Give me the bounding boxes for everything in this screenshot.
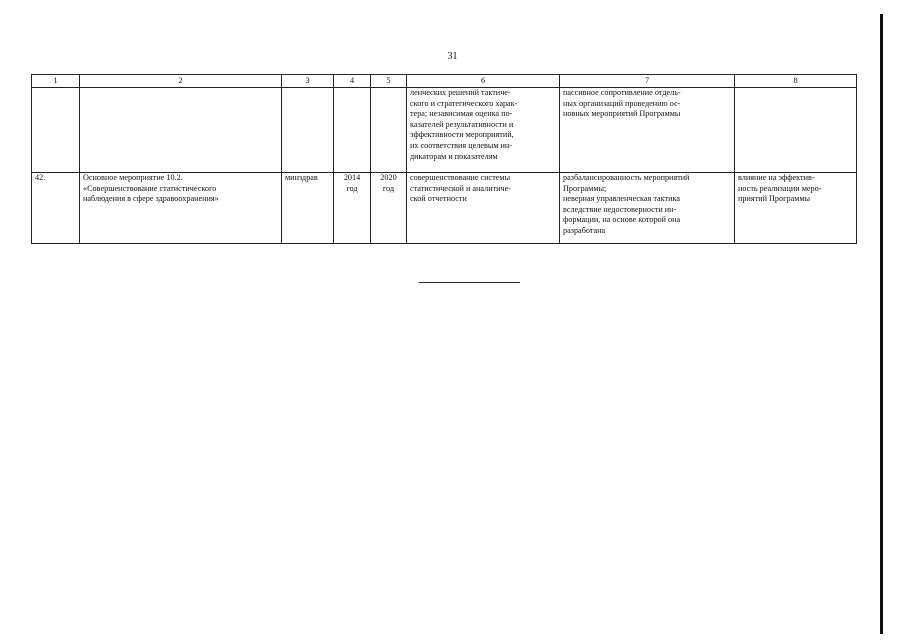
column-header-2: 2 <box>80 75 282 88</box>
cell-expected-result: ленческих решений тактиче- ского и стратегического харак- тера; независимая оценка по- казателей результативности и эффективности мероприятий, их соответствия целевым ин- дикаторам и показателям <box>407 88 560 173</box>
cell-impact <box>735 88 857 173</box>
cell-start-year: 2014 год <box>334 173 371 244</box>
cell-start-year <box>334 88 371 173</box>
cell-measure-name <box>80 88 282 173</box>
program-measures-table <box>31 74 857 244</box>
cell-expected-result: совершенствование системы статистической и аналитиче- ской отчетности <box>407 173 560 244</box>
column-header-5: 5 <box>371 75 407 88</box>
table-row-continuation <box>32 88 857 173</box>
cell-impact: влияние на эффектив- ность реализации меро- приятий Программы <box>735 173 857 244</box>
cell-executor: минздрав <box>282 173 334 244</box>
cell-measure-name: Основное мероприятие 10.2. «Совершенствование статистического наблюдения в сфере здравоохранения» <box>80 173 282 244</box>
cell-number <box>32 88 80 173</box>
cell-risks: пассивное сопротивление отдель- ных организаций проведению ос- новных мероприятий Программы <box>560 88 735 173</box>
scan-binding-edge <box>880 14 883 634</box>
cell-risks: разбалансированность мероприятий Программы; неверная управленческая тактика вследствие недостоверности ин- формации, на основе которой она разработана <box>560 173 735 244</box>
cell-executor <box>282 88 334 173</box>
cell-end-year: 2020 год <box>371 173 407 244</box>
column-number-row <box>32 75 857 88</box>
cell-number: 42. <box>32 173 80 244</box>
table-row-42 <box>32 173 857 244</box>
column-header-7: 7 <box>560 75 735 88</box>
column-header-1: 1 <box>32 75 80 88</box>
cell-end-year <box>371 88 407 173</box>
end-of-document-rule <box>419 282 520 283</box>
column-header-6: 6 <box>407 75 560 88</box>
column-header-4: 4 <box>334 75 371 88</box>
column-header-3: 3 <box>282 75 334 88</box>
column-header-8: 8 <box>735 75 857 88</box>
page-number: 31 <box>447 51 458 62</box>
